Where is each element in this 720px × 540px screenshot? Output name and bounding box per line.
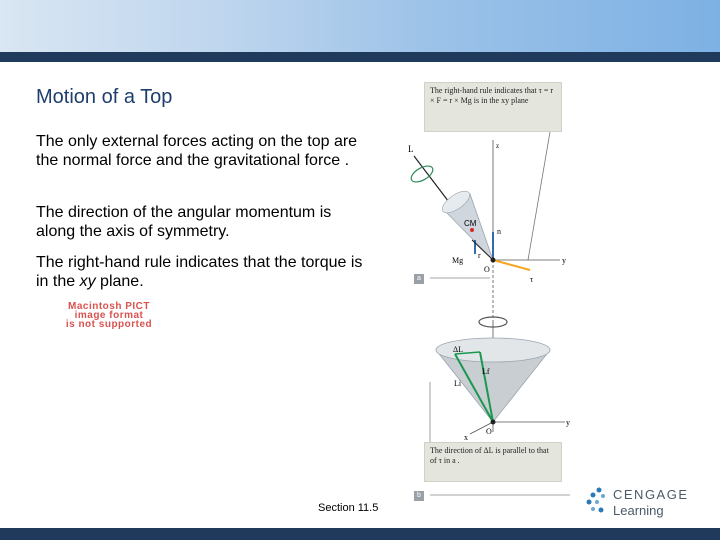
slide-title: Motion of a Top <box>36 86 173 108</box>
label-Lf: Lf <box>482 367 490 376</box>
logo-text-learning: Learning <box>613 503 664 518</box>
label-O-bottom: O <box>486 427 492 436</box>
label-tau: τ <box>530 275 534 284</box>
cengage-dots-icon <box>585 486 611 516</box>
label-O-top: O <box>484 265 490 274</box>
label-x: x <box>464 433 468 442</box>
logo-text-cengage: CENGAGE <box>613 487 689 502</box>
paragraph-angular-momentum: The direction of the angular momentum is along the axis of symmetry. <box>36 204 332 240</box>
header-gradient-band <box>0 0 720 52</box>
pivot-bottom <box>491 420 496 425</box>
note-delta-l: The direction of ΔL is parallel to that of τ in a . <box>424 442 562 482</box>
pict-placeholder: Macintosh PICT image format is not supported <box>65 301 153 330</box>
footer-stripe <box>0 528 720 540</box>
label-y-top: y <box>562 256 566 265</box>
section-footer: Section 11.5 <box>318 502 379 514</box>
note-right-hand-rule: The right-hand rule indicates that τ = r × F = r × Mg is in the xy plane <box>424 82 562 132</box>
paragraph-torque: The right-hand rule indicates that the torque is in the xy plane. <box>36 254 363 290</box>
header-stripe <box>0 52 720 62</box>
leader-line-top <box>528 132 550 260</box>
tag-b: b <box>414 491 424 501</box>
label-CM: CM <box>464 219 477 228</box>
paragraph-forces: The only external forces acting on the top are the normal force and the gravitational force . <box>36 133 358 169</box>
pivot-top <box>491 258 496 263</box>
cengage-logo <box>585 486 705 520</box>
label-y-bottom: y <box>566 418 570 427</box>
label-z: z <box>496 142 500 150</box>
label-r: r <box>478 251 481 260</box>
label-Mg: Mg <box>452 256 464 265</box>
top-precession-figure <box>400 82 580 508</box>
tag-a: a <box>414 274 424 284</box>
tau-vector <box>493 260 530 270</box>
label-L: L <box>408 144 414 154</box>
label-Li: Li <box>454 379 462 388</box>
label-n: n <box>497 227 501 236</box>
label-dL: ΔL <box>453 345 464 354</box>
cm-point <box>470 228 474 232</box>
